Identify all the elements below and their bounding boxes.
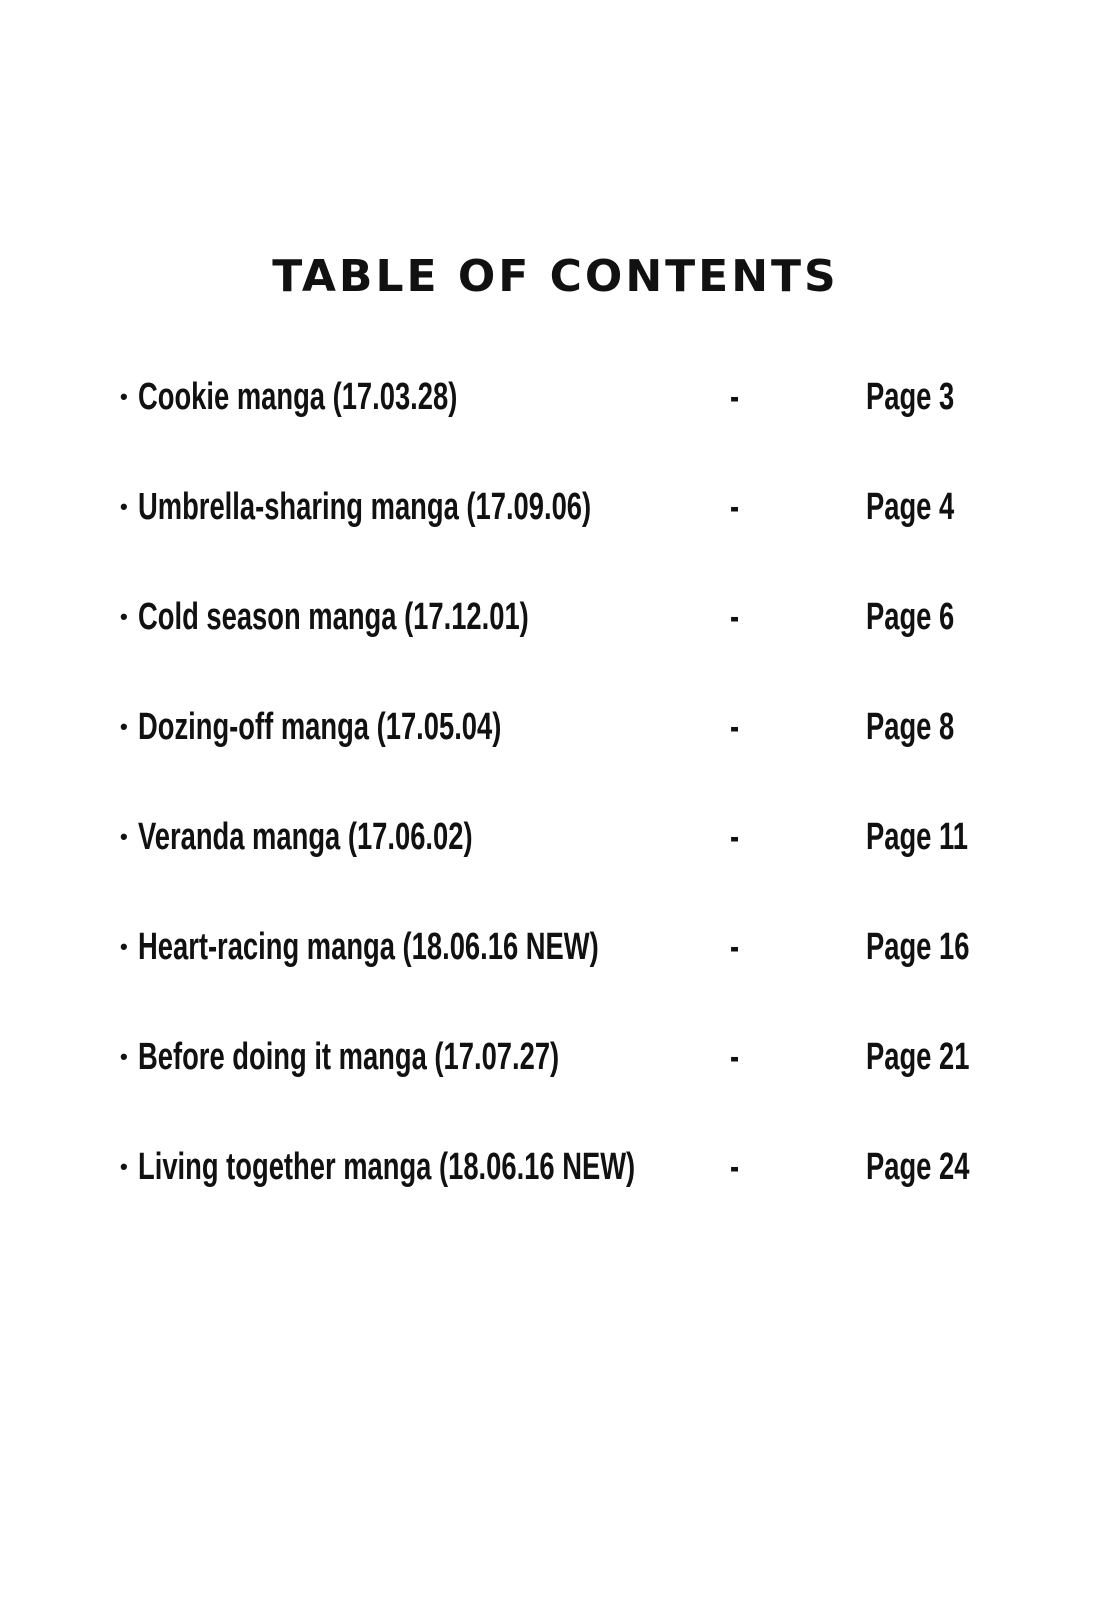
entry-title: Veranda manga (17.06.02) (138, 816, 473, 858)
page-title: TABLE OF CONTENTS (272, 251, 839, 303)
bullet: • (120, 824, 128, 849)
page-number: Page 8 (866, 706, 955, 748)
toc-entry (0, 1032, 1111, 1082)
bullet: • (120, 1154, 128, 1179)
dash-separator: - (730, 816, 740, 858)
bullet: • (120, 604, 128, 629)
bullet: • (120, 934, 128, 959)
toc-entry (0, 1142, 1111, 1192)
dash-separator: - (730, 596, 740, 638)
entry-title: Umbrella-sharing manga (17.09.06) (138, 486, 592, 528)
entry-title: Cookie manga (17.03.28) (138, 376, 458, 418)
entry-title: Dozing-off manga (17.05.04) (138, 706, 502, 748)
page-number: Page 24 (866, 1146, 970, 1188)
dash-separator: - (730, 376, 740, 418)
entry-title: Heart-racing manga (18.06.16 NEW) (138, 926, 599, 968)
toc-entry (0, 482, 1111, 532)
dash-separator: - (730, 706, 740, 748)
dash-separator: - (730, 486, 740, 528)
entry-title: Living together manga (18.06.16 NEW) (138, 1146, 636, 1188)
dash-separator: - (730, 1036, 740, 1078)
page-number: Page 11 (866, 816, 968, 858)
dash-separator: - (730, 926, 740, 968)
bullet: • (120, 714, 128, 739)
toc-entry (0, 922, 1111, 972)
toc-entry (0, 592, 1111, 642)
bullet: • (120, 494, 128, 519)
page-number: Page 3 (866, 376, 955, 418)
toc-entry (0, 812, 1111, 862)
bullet: • (120, 1044, 128, 1069)
page-number: Page 6 (866, 596, 955, 638)
toc-entry (0, 372, 1111, 422)
bullet: • (120, 384, 128, 409)
page-number: Page 16 (866, 926, 970, 968)
entry-title: Cold season manga (17.12.01) (138, 596, 529, 638)
dash-separator: - (730, 1146, 740, 1188)
toc-entry (0, 702, 1111, 752)
page-number: Page 4 (866, 486, 955, 528)
entry-title: Before doing it manga (17.07.27) (138, 1036, 560, 1078)
page-number: Page 21 (866, 1036, 970, 1078)
